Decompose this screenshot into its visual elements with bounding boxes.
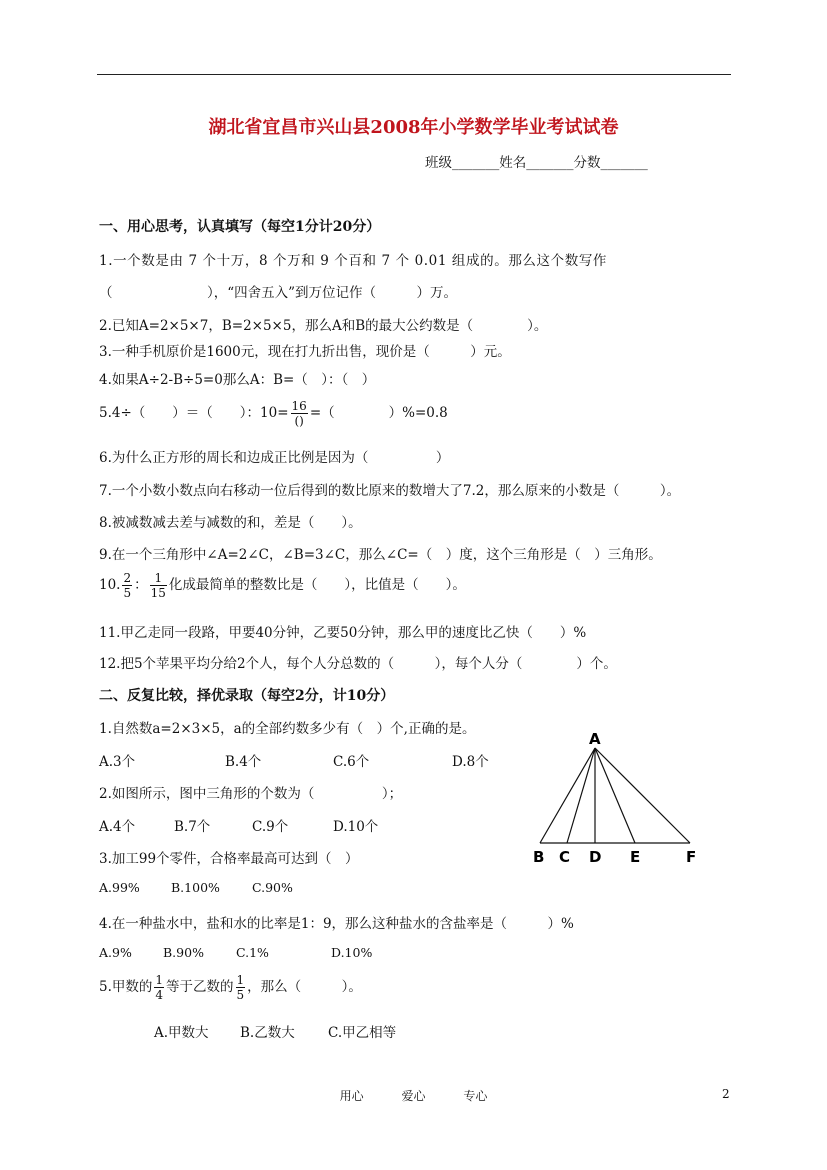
- page-footer: [0, 1087, 827, 1104]
- q2-5-fraction-2: [236, 974, 246, 1001]
- q5-suffix: =（ ）%=0.8: [309, 405, 448, 421]
- question-2-4-options: [0, 945, 827, 965]
- q10-colon: ：: [134, 577, 148, 593]
- q2-5-middle: 等于乙数的: [166, 979, 234, 995]
- q2-5-fraction-1-denominator: 4: [155, 988, 164, 1002]
- option-a: A.99%: [99, 880, 140, 895]
- option-b: B.乙数大: [240, 1025, 295, 1041]
- q5-fraction-denominator: (): [294, 414, 304, 428]
- option-d: D.10%: [331, 945, 373, 960]
- q2-5-fraction-1: [154, 974, 164, 1001]
- option-c: C.90%: [252, 880, 293, 895]
- line-ab: [540, 748, 595, 843]
- option-d: D.8个: [452, 754, 489, 770]
- section2-heading: 二、反复比较，择优录取（每空2分，计10分）: [99, 688, 395, 704]
- option-b: B.7个: [174, 819, 211, 835]
- q2-5-fraction-2-denominator: 5: [236, 988, 245, 1002]
- label-c: C: [559, 848, 571, 866]
- q10-fraction-1: [122, 572, 132, 599]
- footer-item-2: 爱心: [401, 1089, 426, 1103]
- line-ae: [595, 748, 635, 843]
- label-f: F: [686, 848, 697, 866]
- question-1-12: 12.把5个苹果平均分给2个人，每个人分总数的（ ），每个人分（ ）个。: [99, 656, 617, 672]
- q10-fraction-1-denominator: 5: [123, 586, 132, 600]
- header-rule: [97, 74, 731, 75]
- question-1-5: [99, 400, 448, 427]
- question-2-4: 4.在一种盐水中，盐和水的比率是1：9，那么这种盐水的含盐率是（ ）%: [99, 916, 574, 932]
- question-2-5: [99, 974, 362, 1001]
- option-c: C.6个: [333, 754, 370, 770]
- question-1-3: 3.一种手机原价是1600元，现在打九折出售，现价是（ ）元。: [99, 344, 511, 360]
- page-title: 湖北省宜昌市兴山县2008年小学数学毕业考试试卷: [208, 117, 619, 138]
- q5-prefix: 5.4÷（ ）＝（ ）：10=: [99, 405, 289, 421]
- question-1-6: 6.为什么正方形的周长和边成正比例是因为（ ）: [99, 450, 450, 466]
- footer-item-1: 用心: [339, 1089, 364, 1103]
- label-e: E: [630, 848, 641, 866]
- student-info-line: 班级_______姓名_______分数_______: [425, 155, 648, 171]
- q5-fraction-numerator: 16: [291, 399, 307, 413]
- q5-fraction: [291, 400, 308, 427]
- option-b: B.90%: [163, 945, 204, 960]
- option-c: C.9个: [252, 819, 289, 835]
- question-1-2: 2.已知A=2×5×7，B=2×5×5，那么A和B的最大公约数是（ ）。: [99, 318, 548, 334]
- label-b: B: [533, 848, 545, 866]
- question-2-2: 2.如图所示，图中三角形的个数为（ ）；: [99, 786, 403, 802]
- option-a: A.9%: [99, 945, 132, 960]
- question-1-1b: （ ），“四舍五入”到万位记作（ ）万。: [99, 285, 458, 301]
- footer-item-3: 专心: [463, 1089, 488, 1103]
- question-1-4: 4.如果A÷2-B÷5=0那么A：B=（ ）：（ ）: [99, 372, 376, 388]
- option-b: B.4个: [225, 754, 262, 770]
- label-d: D: [589, 848, 602, 866]
- question-1-1a: 1.一个数是由 7 个十万，8 个万和 9 个百和 7 个 0.01 组成的。那么这个数写作: [99, 253, 608, 269]
- option-b: B.100%: [171, 880, 220, 895]
- option-a: A.甲数大: [154, 1025, 209, 1041]
- q2-5-prefix: 5.甲数的: [99, 979, 153, 995]
- q10-fraction-2: [150, 572, 167, 599]
- question-1-11: 11.甲乙走同一段路，甲要40分钟，乙要50分钟，那么甲的速度比乙快（ ）%: [99, 625, 587, 641]
- line-ac: [567, 748, 595, 843]
- section1-heading: 一、用心思考，认真填写（每空1分计20分）: [99, 219, 381, 235]
- label-a: A: [589, 730, 601, 748]
- question-1-7: 7.一个小数小数点向右移动一位后得到的数比原来的数增大了7.2，那么原来的小数是（ ）。: [99, 483, 681, 499]
- q10-suffix: 化成最简单的整数比是（ ），比值是（ ）。: [168, 577, 466, 593]
- q10-fraction-1-numerator: 2: [123, 571, 132, 585]
- triangle-figure: [525, 728, 710, 868]
- question-2-1: 1.自然数a=2×3×5，a的全部约数多少有（ ）个,正确的是。: [99, 721, 476, 737]
- triangle-lines: [540, 748, 690, 843]
- option-d: D.10个: [333, 819, 379, 835]
- question-1-8: 8.被减数减去差与减数的和，差是（ ）。: [99, 515, 362, 531]
- option-c: C.甲乙相等: [328, 1025, 397, 1041]
- q10-prefix: 10.: [99, 577, 121, 593]
- option-a: A.3个: [99, 754, 136, 770]
- line-af: [595, 748, 690, 843]
- option-a: A.4个: [99, 819, 136, 835]
- question-1-10: [99, 572, 466, 599]
- question-2-5-options: [0, 1021, 827, 1041]
- page-number: 2: [722, 1087, 730, 1101]
- question-2-3-options: [0, 880, 827, 900]
- q2-5-fraction-1-numerator: 1: [155, 973, 164, 987]
- q2-5-suffix: ，那么（ ）。: [247, 979, 362, 995]
- q10-fraction-2-numerator: 1: [150, 572, 167, 586]
- option-c: C.1%: [236, 945, 269, 960]
- question-1-9: 9.在一个三角形中∠A=2∠C，∠B=3∠C，那么∠C=（ ）度，这个三角形是（ ）三角形。: [99, 547, 662, 563]
- q2-5-fraction-2-numerator: 1: [236, 973, 245, 987]
- question-2-3: 3.加工99个零件，合格率最高可达到（ ）: [99, 851, 359, 867]
- q10-fraction-2-denominator: 15: [150, 586, 166, 600]
